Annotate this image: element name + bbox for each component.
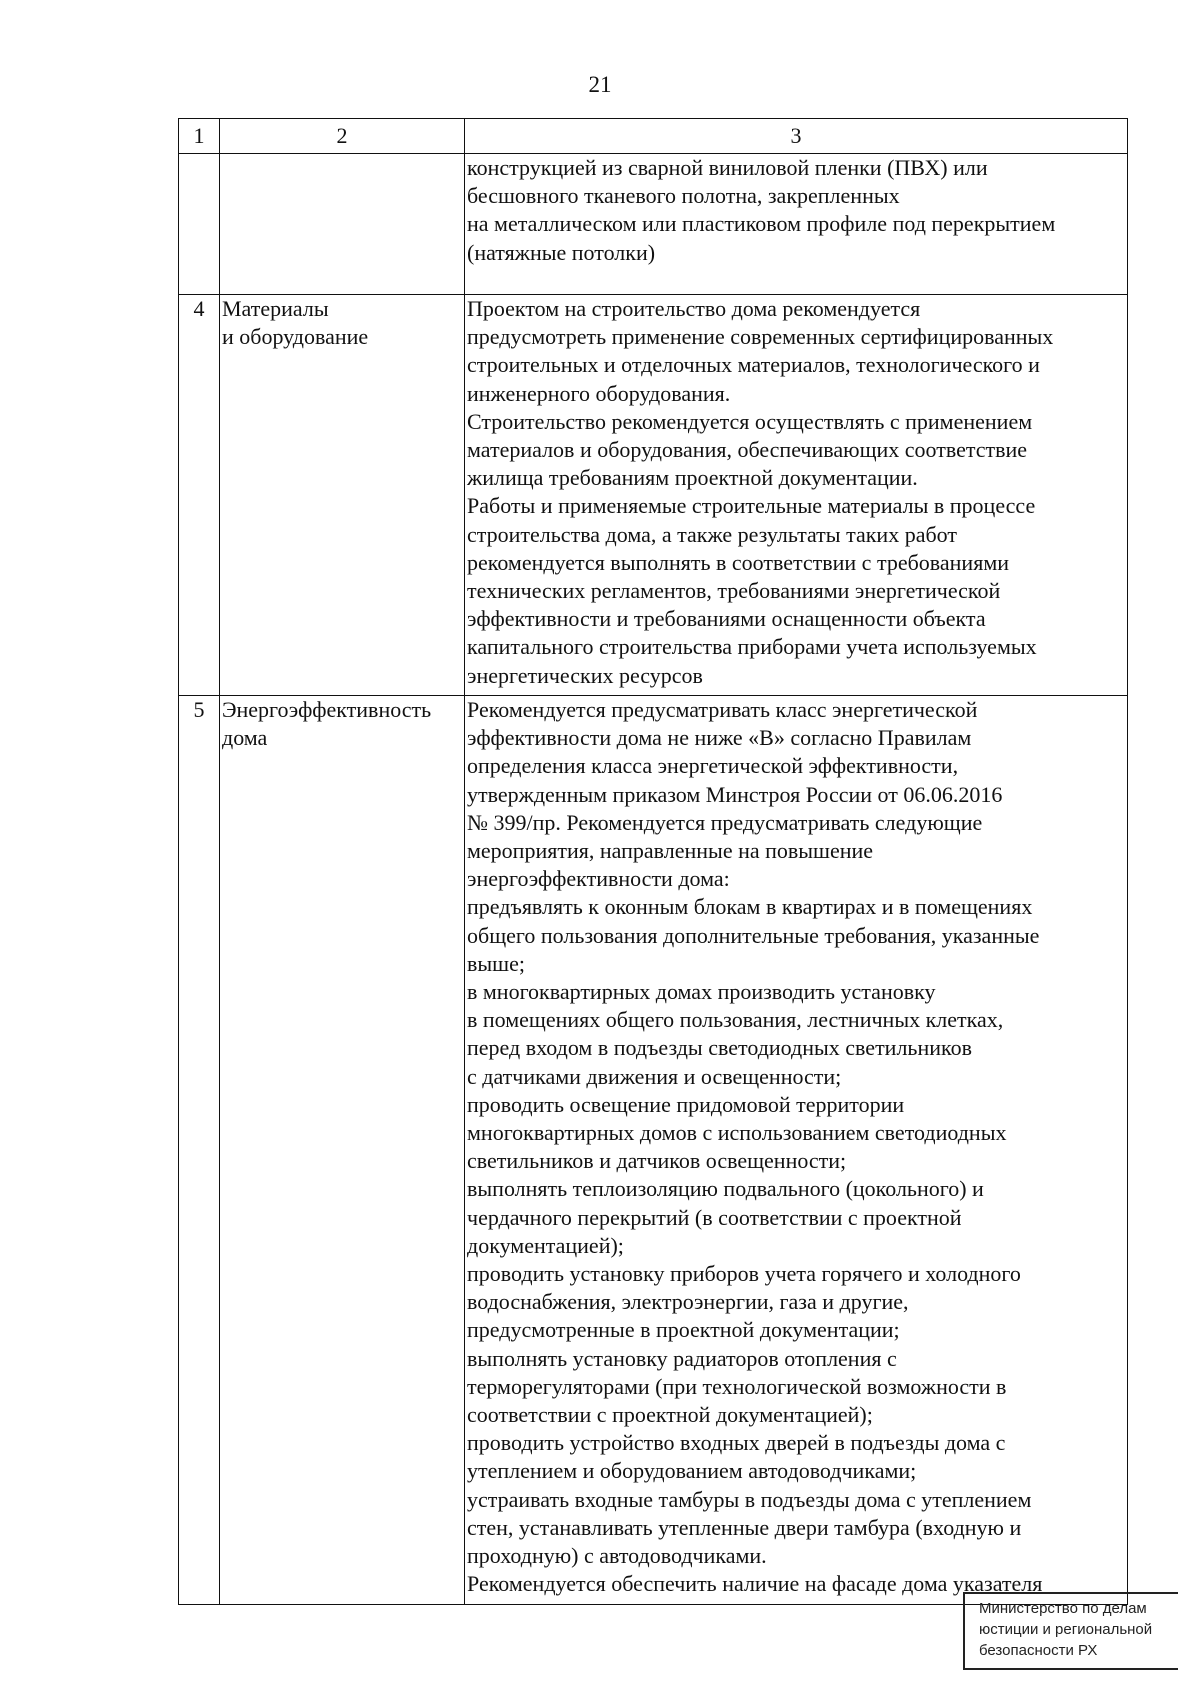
content-line: проводить освещение придомовой территории (467, 1091, 905, 1117)
header-cell-2: 2 (220, 119, 465, 154)
content-line: капитального строительства приборами учета используемых (467, 634, 1037, 660)
content-line: эффективности дома не ниже «В» согласно Правилам (467, 725, 972, 751)
content-line: водоснабжения, электроэнергии, газа и другие, (467, 1289, 909, 1315)
content-line: Строительство рекомендуется осуществлять с применением (467, 408, 1033, 434)
row-title (220, 154, 465, 295)
content-line: определения класса энергетической эффективности, (467, 753, 959, 779)
content-line: предусмотренные в проектной документации; (467, 1317, 900, 1343)
content-line: выше; (467, 950, 525, 976)
stamp-line: безопасности РХ (979, 1642, 1098, 1659)
content-line: проходную) с автодоводчиками. (467, 1543, 767, 1569)
content-line: Проектом на строительство дома рекомендуется (467, 296, 921, 321)
content-line: предусмотреть применение современных сертифицированных (467, 324, 1054, 350)
row-content (465, 295, 1128, 696)
content-line: строительных и отделочных материалов, технологического и (467, 352, 1040, 378)
content-line: строительства дома, а также результаты таких работ (467, 521, 957, 547)
title-line: Материалы (222, 296, 329, 321)
content-line: жилища требованиям проектной документации. (467, 465, 918, 491)
content-line: технических регламентов, требованиями энергетической (467, 578, 1001, 604)
content-line: № 399/пр. Рекомендуется предусматривать следующие (467, 809, 983, 835)
table-row (179, 154, 1128, 295)
content-line: мероприятия, направленные на повышение (467, 838, 874, 864)
content-line: энергоэффективности дома: (467, 866, 730, 892)
content-line: проводить установку приборов учета горячего и холодного (467, 1261, 1021, 1287)
row-title (220, 696, 465, 1605)
title-line: Энергоэффективность (222, 697, 432, 722)
content-line: многоквартирных домов с использованием светодиодных (467, 1120, 1007, 1146)
content-line: энергетических ресурсов (467, 662, 703, 688)
content-line: общего пользования дополнительные требования, указанные (467, 922, 1040, 948)
content-line: инженерного оборудования. (467, 380, 731, 406)
content-line: Рекомендуется обеспечить наличие на фасаде дома указателя (467, 1571, 1043, 1597)
content-line: в многоквартирных домах производить установку (467, 979, 936, 1005)
title-line: и оборудование (222, 324, 369, 350)
content-line: документацией); (467, 1232, 624, 1258)
content-line: перед входом в подъезды светодиодных светильников (467, 1035, 972, 1061)
content-line: на металлическом или пластиковом профиле под перекрытием (467, 211, 1056, 237)
content-line: бесшовного тканевого полотна, закрепленных (467, 183, 900, 209)
row-number (179, 154, 220, 295)
table-header-row (179, 119, 1128, 154)
content-line: эффективности и требованиями оснащенности объекта (467, 606, 986, 632)
content-line: Рекомендуется предусматривать класс энергетической (467, 697, 978, 722)
content-line: материалов и оборудования, обеспечивающих соответствие (467, 437, 1028, 463)
row-content (465, 696, 1128, 1605)
content-line: выполнять теплоизоляцию подвального (цокольного) и (467, 1176, 984, 1202)
table-row (179, 696, 1128, 1605)
row-title (220, 295, 465, 696)
title-line: дома (222, 725, 268, 751)
content-line: конструкцией из сварной виниловой пленки (ПВХ) или (467, 155, 988, 180)
content-line: соответствии с проектной документацией); (467, 1402, 873, 1428)
content-line: чердачного перекрытий (в соответствии с проектной (467, 1204, 962, 1230)
content-line: в помещениях общего пользования, лестничных клетках, (467, 1007, 1004, 1033)
content-line: утеплением и оборудованием автодоводчиками; (467, 1458, 917, 1484)
header-cell-3: 3 (465, 119, 1128, 154)
row-content (465, 154, 1128, 295)
content-line: предъявлять к оконным блокам в квартирах и в помещениях (467, 894, 1033, 920)
content-line: терморегуляторами (при технологической возможности в (467, 1373, 1007, 1399)
content-line: утвержденным приказом Минстроя России от 06.06.2016 (467, 781, 1003, 807)
stamp-line: юстиции и региональной (979, 1621, 1153, 1638)
page-number: 21 (588, 72, 612, 97)
content-line: (натяжные потолки) (467, 239, 656, 265)
row-number: 5 (179, 696, 220, 1605)
row-number: 4 (179, 295, 220, 696)
header-cell-1: 1 (179, 119, 220, 154)
content-line: проводить устройство входных дверей в подъезды дома с (467, 1430, 1006, 1456)
content-line: стен, устанавливать утепленные двери тамбура (входную и (467, 1514, 1022, 1540)
table-row (179, 295, 1128, 696)
requirements-table (178, 118, 1128, 1605)
registration-stamp (963, 1592, 1178, 1670)
content-line: с датчиками движения и освещенности; (467, 1063, 842, 1089)
content-line: рекомендуется выполнять в соответствии с требованиями (467, 549, 1010, 575)
content-line: Работы и применяемые строительные материалы в процессе (467, 493, 1036, 519)
content-line: светильников и датчиков освещенности; (467, 1148, 847, 1174)
content-line: устраивать входные тамбуры в подъезды дома с утеплением (467, 1486, 1032, 1512)
content-line: выполнять установку радиаторов отопления с (467, 1345, 897, 1371)
stamp-line: Министерство по делам (979, 1600, 1147, 1617)
